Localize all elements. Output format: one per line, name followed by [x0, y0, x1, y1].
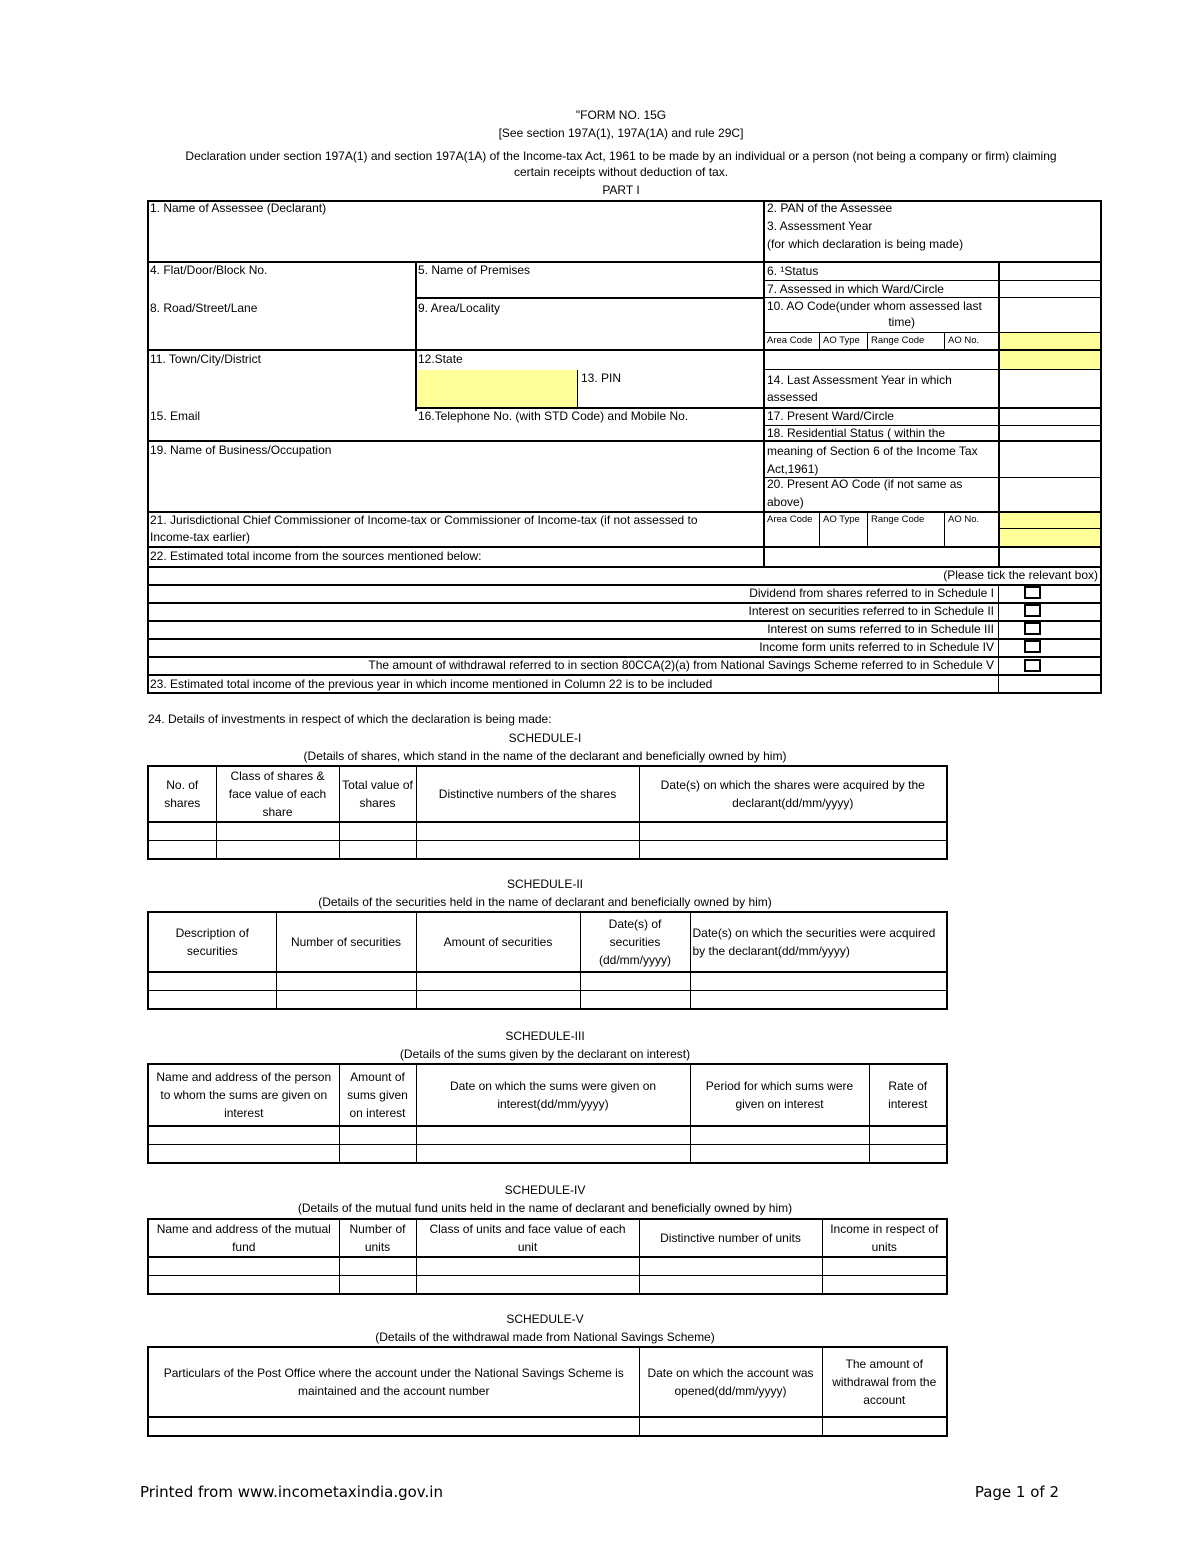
- schedule-2-table: [147, 911, 948, 1010]
- schedule-1-title: SCHEDULE-I: [508, 731, 582, 745]
- source-dividend-label: Dividend from shares referred to in Schedule I: [749, 586, 994, 600]
- pin-label: 13. PIN: [581, 371, 622, 385]
- s4-header-class: Class of units and face value of each unit: [416, 1219, 639, 1257]
- s1-header-no-of-shares: No. of shares: [148, 766, 216, 822]
- s4-header-number: Number of units: [339, 1219, 416, 1257]
- residential-status-label-2: meaning of Section 6 of the Income Tax: [767, 444, 978, 458]
- tick-note: (Please tick the relevant box): [943, 568, 1098, 582]
- table-row: [148, 822, 947, 841]
- s1-header-class-of-shares: Class of shares & face value of each share: [216, 766, 339, 822]
- ao-code-input[interactable]: [999, 333, 1102, 369]
- s3-header-rate: Rate of interest: [869, 1064, 947, 1126]
- area-code-label: Area Code: [767, 335, 813, 346]
- table-row: [148, 972, 947, 991]
- s3-header-name-address: Name and address of the person to whom the sums are given on interest: [148, 1064, 339, 1126]
- residential-status-label-1: 18. Residential Status ( within the: [767, 426, 946, 440]
- s3-header-period: Period for which sums were given on interest: [690, 1064, 869, 1126]
- s2-header-amount: Amount of securities: [416, 912, 580, 972]
- s4-header-name-address: Name and address of the mutual fund: [148, 1219, 339, 1257]
- schedule-4-table: [147, 1218, 948, 1295]
- s4-header-income: Income in respect of units: [822, 1219, 947, 1257]
- s5-header-withdrawal: The amount of withdrawal from the account: [822, 1347, 947, 1417]
- table-row: [148, 1257, 947, 1276]
- schedule-5-table: [147, 1346, 948, 1437]
- nss-checkbox[interactable]: [1024, 659, 1041, 672]
- ao-type-label-2: AO Type: [823, 514, 860, 525]
- last-assessment-year-label-2: assessed: [767, 390, 818, 404]
- last-assessment-year-label-1: 14. Last Assessment Year in which: [767, 373, 952, 387]
- s5-header-date-opened: Date on which the account was opened(dd/mm/yyyy): [639, 1347, 822, 1417]
- previous-year-income-label: 23. Estimated total income of the previous year in which income mentioned in Column 22 is to be included: [150, 677, 713, 691]
- s2-header-dates: Date(s) of securities (dd/mm/yyyy): [580, 912, 690, 972]
- jurisdiction-label-1: 21. Jurisdictional Chief Commissioner of Income-tax or Commissioner of Income-tax (if not assessed to: [150, 513, 698, 527]
- schedule-3-table: [147, 1063, 948, 1164]
- ao-no-label: AO No.: [948, 335, 980, 346]
- ao-no-label-2: AO No.: [948, 514, 980, 525]
- declaration-line-2: certain receipts without deduction of tax.: [513, 165, 729, 179]
- range-code-label: Range Code: [871, 335, 925, 346]
- area-locality-label: 9. Area/Locality: [418, 301, 501, 315]
- s4-header-distinctive: Distinctive number of units: [639, 1219, 822, 1257]
- source-units-label: Income form units referred to in Schedule IV: [759, 640, 994, 654]
- section-reference: [See section 197A(1), 197A(1A) and rule 29C]: [498, 126, 744, 140]
- table-row: [148, 1126, 947, 1145]
- s3-header-date-given: Date on which the sums were given on interest(dd/mm/yyyy): [416, 1064, 690, 1126]
- area-code-label-2: Area Code: [767, 514, 813, 525]
- s2-header-description: Description of securities: [148, 912, 276, 972]
- name-of-assessee-label: 1. Name of Assessee (Declarant): [150, 201, 327, 215]
- footer-page-number: Page 1 of 2: [974, 1483, 1059, 1501]
- dividend-checkbox[interactable]: [1024, 586, 1041, 599]
- schedule-5-subtitle: (Details of the withdrawal made from National Savings Scheme): [375, 1330, 715, 1344]
- premises-label: 5. Name of Premises: [418, 263, 531, 277]
- schedule-4-title: SCHEDULE-IV: [504, 1183, 586, 1197]
- table-row: [148, 1417, 947, 1436]
- ao-type-label: AO Type: [823, 335, 860, 346]
- assessment-year-note: (for which declaration is being made): [767, 237, 964, 251]
- s2-header-number: Number of securities: [276, 912, 416, 972]
- schedule-3-subtitle: (Details of the sums given by the declarant on interest): [399, 1047, 691, 1061]
- part-label: PART I: [602, 183, 640, 197]
- road-street-label: 8. Road/Street/Lane: [150, 301, 258, 315]
- units-checkbox[interactable]: [1024, 640, 1041, 653]
- business-occupation-label: 19. Name of Business/Occupation: [150, 443, 332, 457]
- ao-code-label-2: time): [888, 315, 915, 329]
- jurisdiction-ao-input[interactable]: [999, 512, 1102, 546]
- pan-label: 2. PAN of the Assessee: [767, 201, 893, 215]
- table-row: [148, 991, 947, 1010]
- flat-door-label: 4. Flat/Door/Block No.: [150, 263, 268, 277]
- schedule-2-subtitle: (Details of the securities held in the name of declarant and beneficially owned by him): [318, 895, 772, 909]
- schedule-4-subtitle: (Details of the mutual fund units held in the name of declarant and beneficially owned by him): [297, 1201, 793, 1215]
- part-one-form: [147, 200, 1102, 694]
- investments-heading: 24. Details of investments in respect of which the declaration is being made:: [148, 712, 552, 726]
- assessment-year-label: 3. Assessment Year: [767, 219, 873, 233]
- s5-header-particulars: Particulars of the Post Office where the account under the National Savings Scheme is maintained and the account number: [148, 1347, 639, 1417]
- telephone-label: 16.Telephone No. (with STD Code) and Mobile No.: [418, 409, 689, 423]
- footer-printed-from: Printed from www.incometaxindia.gov.in: [140, 1483, 443, 1501]
- s3-header-amount: Amount of sums given on interest: [339, 1064, 416, 1126]
- estimated-income-label: 22. Estimated total income from the sources mentioned below:: [150, 549, 482, 563]
- residential-status-label-3: Act,1961): [767, 462, 819, 476]
- range-code-label-2: Range Code: [871, 514, 925, 525]
- schedule-1-table: [147, 765, 948, 860]
- ward-circle-label: 7. Assessed in which Ward/Circle: [767, 282, 944, 296]
- table-row: [148, 841, 947, 860]
- town-city-label: 11. Town/City/District: [150, 352, 261, 366]
- declaration-line-1: Declaration under section 197A(1) and section 197A(1A) of the Income-tax Act, 1961 to be made by an individual or a person (not being a company or firm) claiming: [185, 149, 1057, 163]
- schedule-5-title: SCHEDULE-V: [506, 1312, 584, 1326]
- status-label: 6. ¹Status: [767, 264, 819, 278]
- securities-checkbox[interactable]: [1024, 604, 1041, 617]
- present-ao-code-label-1: 20. Present AO Code (if not same as: [767, 477, 963, 491]
- s1-header-date-acquired: Date(s) on which the shares were acquired by the declarant(dd/mm/yyyy): [639, 766, 947, 822]
- source-securities-label: Interest on securities referred to in Schedule II: [748, 604, 994, 618]
- ao-code-label-1: 10. AO Code(under whom assessed last: [767, 299, 982, 313]
- table-row: [148, 1276, 947, 1295]
- schedule-3-title: SCHEDULE-III: [505, 1029, 585, 1043]
- s2-header-date-acquired: Date(s) on which the securities were acquired by the declarant(dd/mm/yyyy): [690, 912, 947, 972]
- present-ao-code-label-2: above): [767, 495, 804, 509]
- sums-checkbox[interactable]: [1024, 622, 1041, 635]
- form-title: "FORM NO. 15G: [575, 108, 667, 122]
- source-nss-label: The amount of withdrawal referred to in section 80CCA(2)(a) from National Savings Scheme referred to in Schedule V: [368, 658, 994, 672]
- email-label: 15. Email: [150, 409, 201, 423]
- state-label: 12.State: [418, 352, 463, 366]
- schedule-1-subtitle: (Details of shares, which stand in the name of the declarant and beneficially owned by him): [303, 749, 787, 763]
- jurisdiction-label-2: Income-tax earlier): [150, 530, 251, 544]
- s1-header-distinctive-numbers: Distinctive numbers of the shares: [416, 766, 639, 822]
- table-row: [148, 1145, 947, 1164]
- source-sums-label: Interest on sums referred to in Schedule III: [767, 622, 994, 636]
- present-ward-label: 17. Present Ward/Circle: [767, 409, 894, 423]
- schedule-2-title: SCHEDULE-II: [506, 877, 583, 891]
- s1-header-total-value: Total value of shares: [339, 766, 416, 822]
- state-input[interactable]: [415, 370, 578, 408]
